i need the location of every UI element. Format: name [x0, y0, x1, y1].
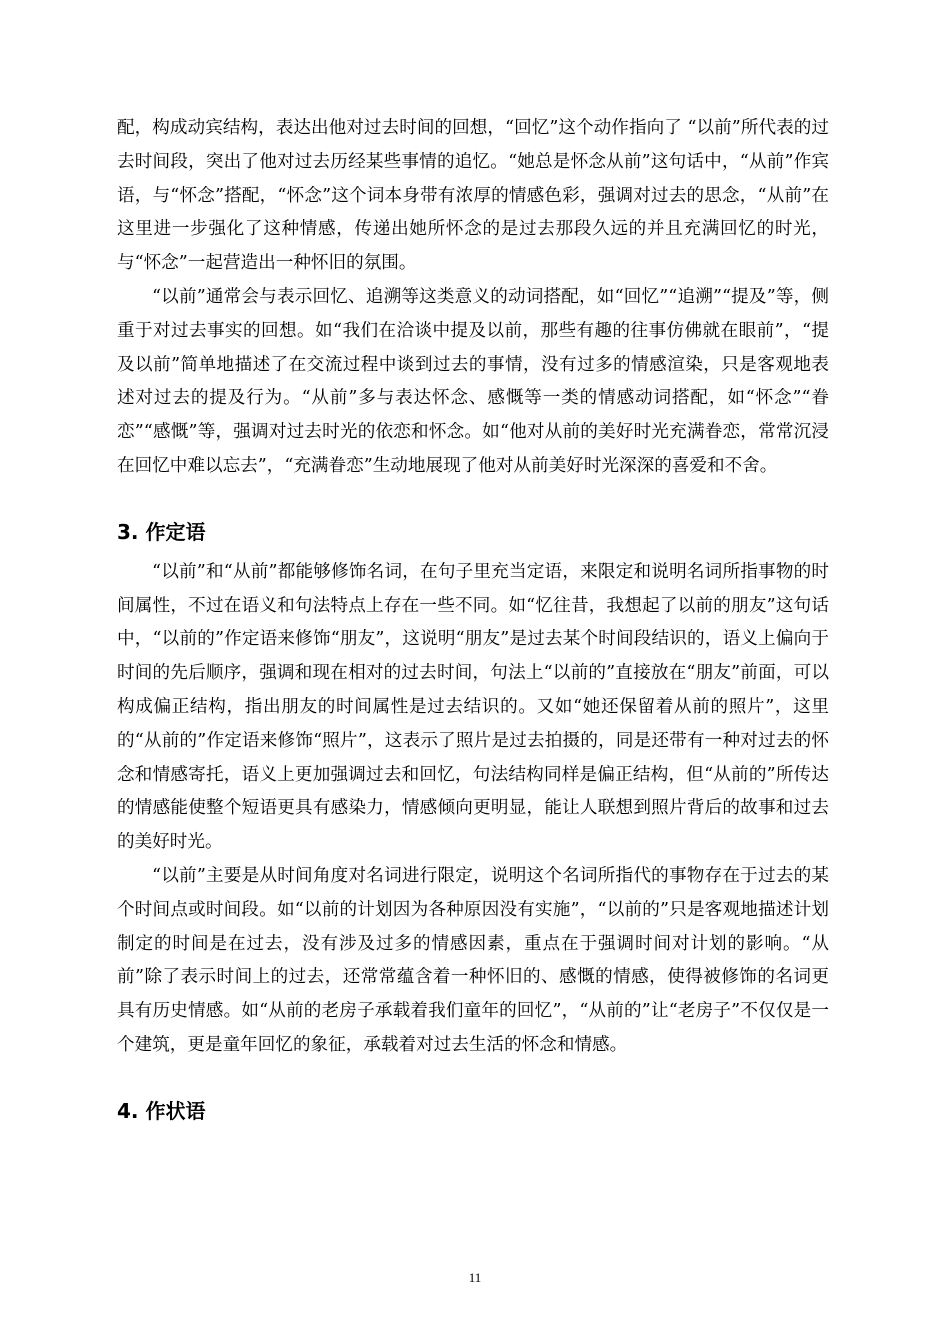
body-paragraph: “以前”通常会与表示回忆、追溯等这类意义的动词搭配，如“回忆”“追溯”“提及”等，侧重于对过去事实的回想。如“我们在洽谈中提及以前，那些有趣的往事仿佛就在眼前”，“提及以前”简单地描述了在交流过程中谈到过去的事情，没有过多的情感渲染，只是客观地表述对过去的提及行为。“从前”多与表达怀念、感慨等一类的情感动词搭配，如“怀念”“眷恋”“感慨”等，强调对过去时光的依恋和怀念。如“他对从前的美好时光充满眷恋，常常沉浸在回忆中难以忘去”，“充满眷恋”生动地展现了他对从前美好时光深深的喜爱和不舍。 [117, 286, 829, 476]
body-paragraph: “以前”和“从前”都能够修饰名词，在句子里充当定语，来限定和说明名词所指事物的时间属性，不过在语义和句法特点上存在一些不同。如“忆往昔，我想起了以前的朋友”这句话中，“以前的”作定语来修饰“朋友”，这说明“朋友”是过去某个时间段结识的，语义上偏向于时间的先后顺序，强调和现在相对的过去时间，句法上“以前的”直接放在“朋友”前面，可以构成偏正结构，指出朋友的时间属性是过去结识的。又如“她还保留着从前的照片”，这里的“从前的”作定语来修饰“照片”，这表示了照片是过去拍摄的，同是还带有一种对过去的怀念和情感寄托，语义上更加强调过去和回忆，句法结构同样是偏正结构，但“从前的”所传达的情感能使整个短语更具有感染力，情感倾向更明显，能让人联想到照片背后的故事和过去的美好时光。 [117, 561, 829, 853]
section-heading-4: 4. 作状语 [117, 1098, 206, 1123]
body-paragraph: 配，构成动宾结构，表达出他对过去时间的回想，“回忆”这个动作指向了 “以前”所代表的过去时间段，突出了他对过去历经某些事情的追忆。“她总是怀念从前”这句话中，“从前”作宾语，与“怀念”搭配，“怀念”这个词本身带有浓厚的情感色彩，强调对过去的思念，“从前”在这里进一步强化了这种情感，传递出她所怀念的是过去那段久远的并且充满回忆的时光，与“怀念”一起营造出一种怀旧的氛围。 [117, 118, 829, 274]
section-heading-3: 3. 作定语 [117, 519, 206, 544]
page-number: 11 [468, 1270, 482, 1285]
document-body [117, 112, 829, 1125]
body-paragraph: “以前”主要是从时间角度对名词进行限定，说明这个名词所指代的事物存在于过去的某个时间点或时间段。如“以前的计划因为各种原因没有实施”，“以前的”只是客观地描述计划制定的时间是在过去，没有涉及过多的情感因素，重点在于强调时间对计划的影响。“从前”除了表示时间上的过去，还常常蕴含着一种怀旧的、感慨的情感，使得被修饰的名词更具有历史情感。如“从前的老房子承载着我们童年的回忆”，“从前的”让“老房子”不仅仅是一个建筑，更是童年回忆的象征，承载着对过去生活的怀念和情感。 [117, 865, 829, 1055]
